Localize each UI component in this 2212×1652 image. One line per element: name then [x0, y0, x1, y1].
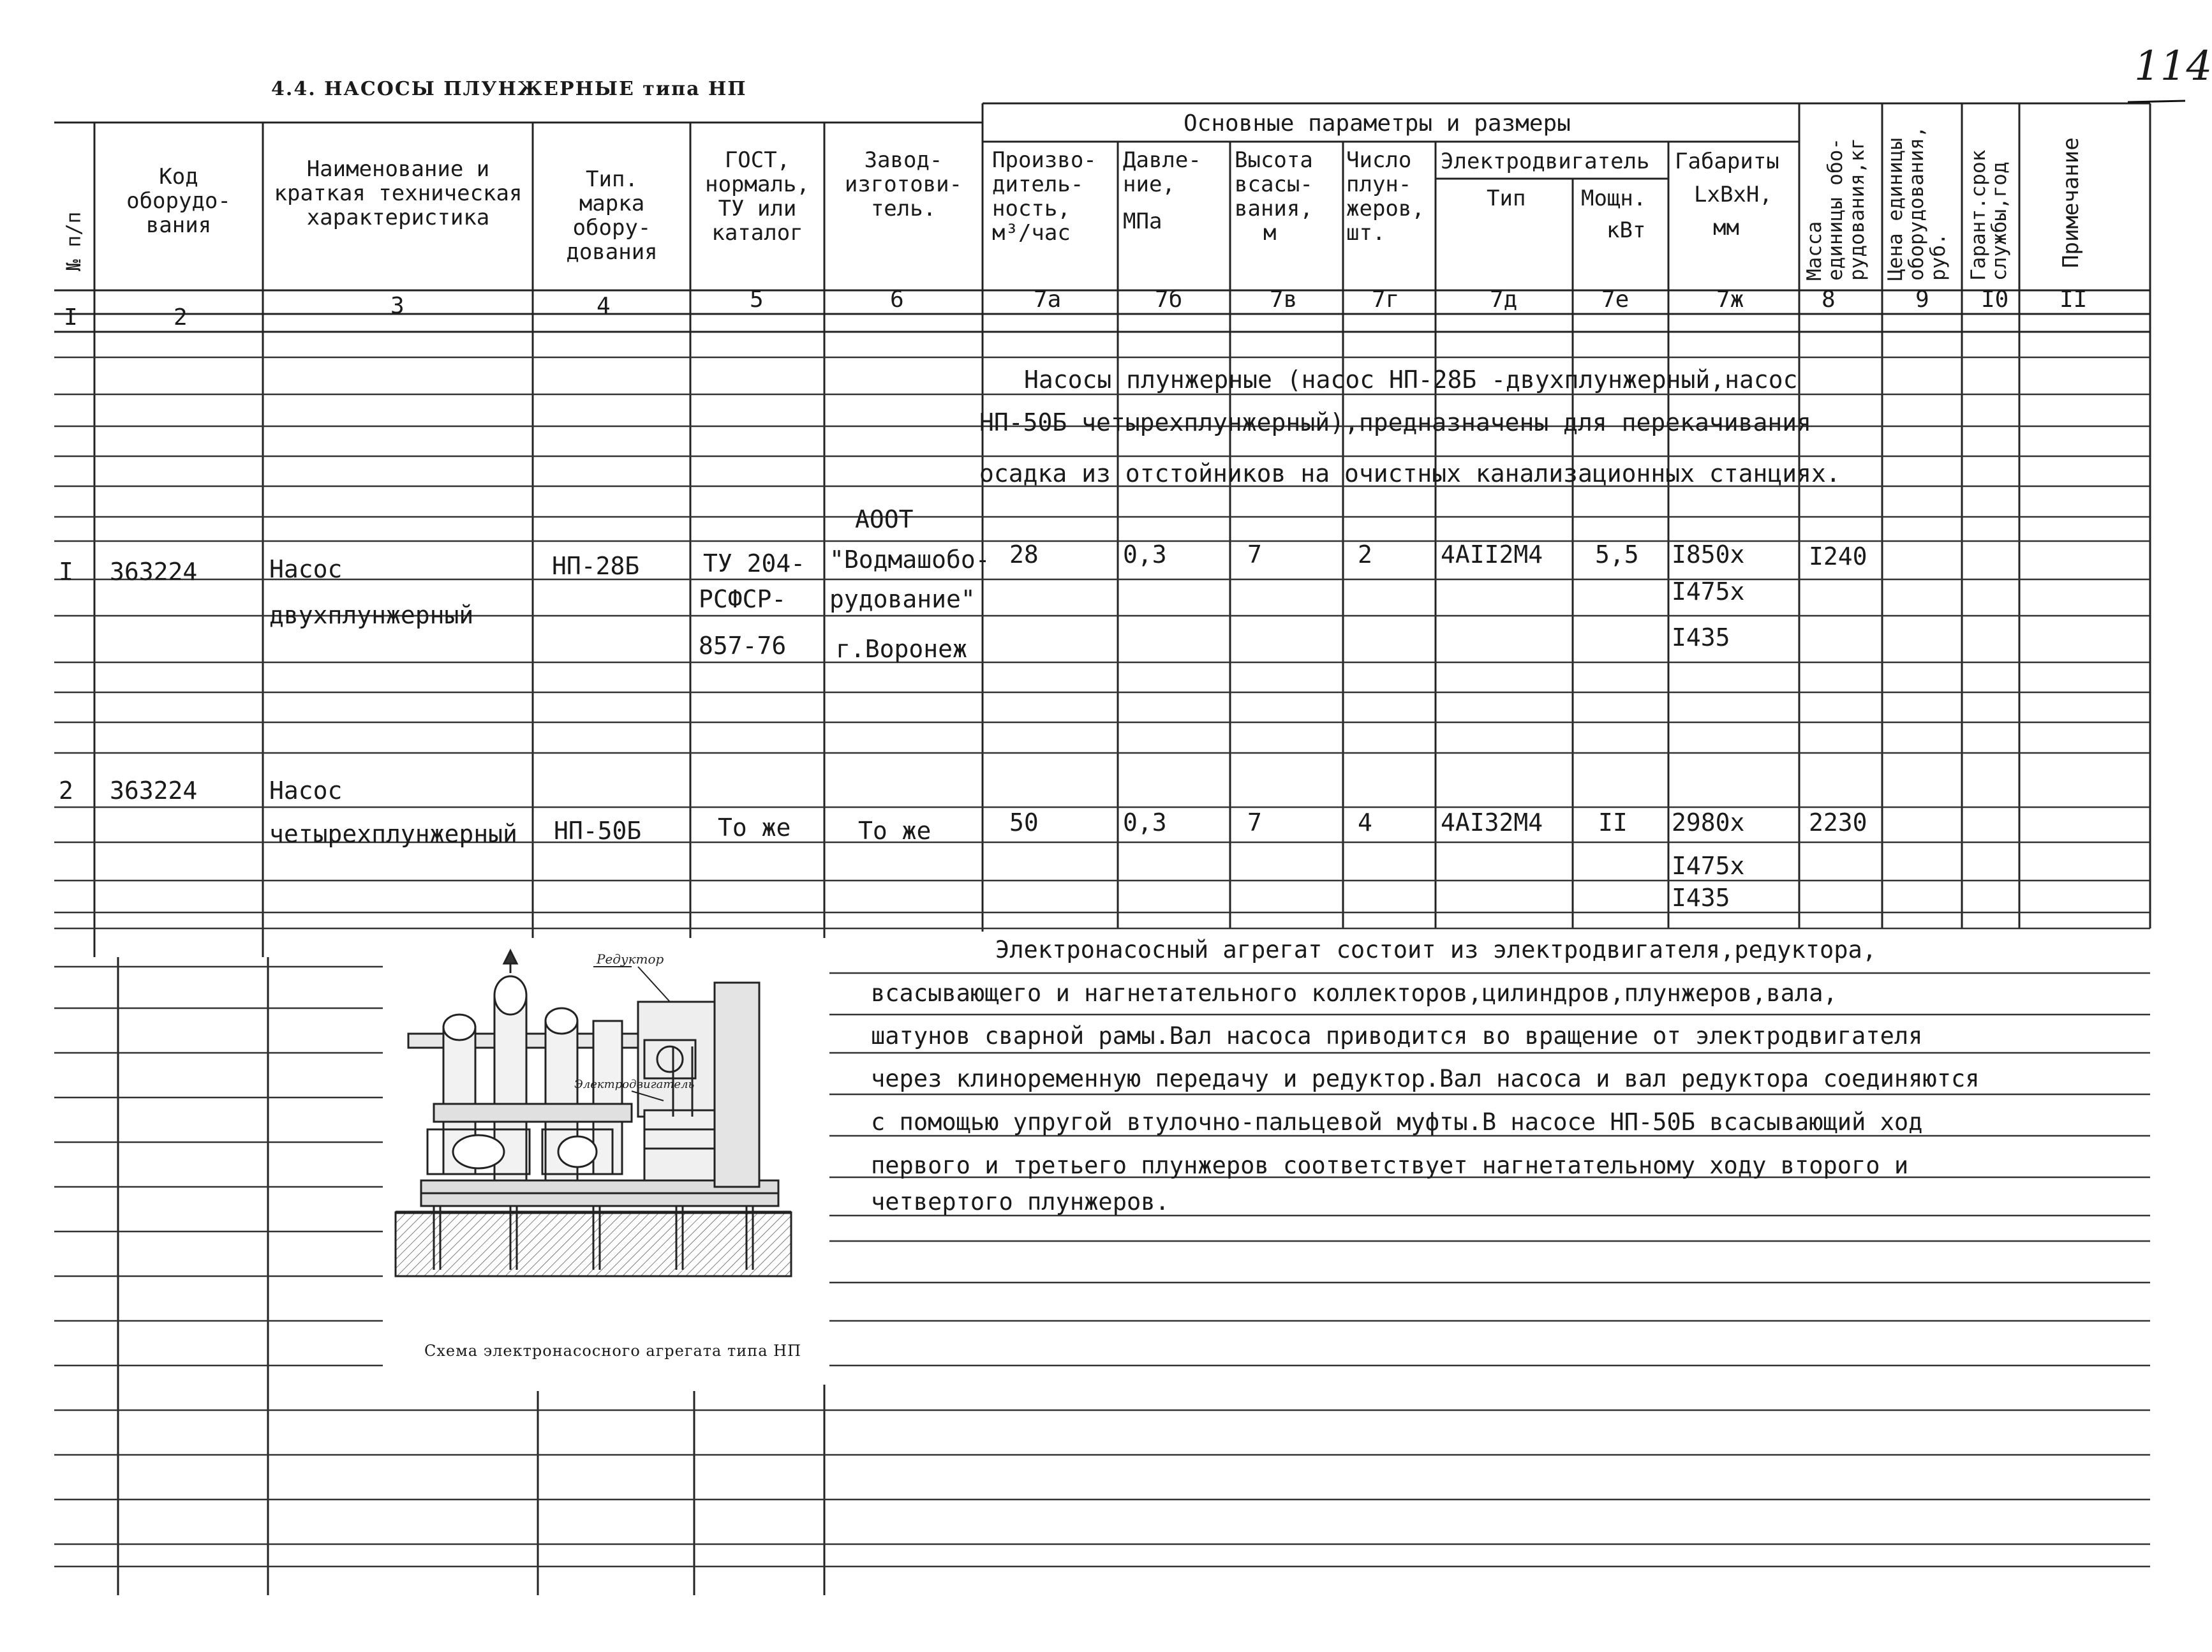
row2-code: 363224 — [110, 777, 198, 805]
figure-label-motor: Электродвигатель — [574, 1078, 695, 1091]
intro-line-2: НП-50Б четырехплунжерный),предназначены для перекачивания — [979, 408, 1812, 436]
colnum-10: I0 — [1981, 286, 2009, 313]
row2-dims-1: 2980x — [1672, 808, 1745, 837]
row2-mass: 2230 — [1809, 808, 1867, 837]
row2-num: 2 — [59, 777, 73, 805]
colnum-1: I — [64, 304, 78, 331]
row1-type: НП-28Б — [552, 552, 640, 580]
row1-num: I — [59, 558, 73, 586]
header-code: Код оборудо- вания — [126, 164, 231, 239]
header-plungers: Число плун- жеров, шт. — [1346, 147, 1425, 246]
row1-gost-2: РСФСР- — [699, 585, 787, 613]
header-mass: Масса единицы обо- рудования,кг — [1803, 138, 1869, 281]
row1-code: 363224 — [110, 558, 198, 586]
header-gost: ГОСТ, нормаль, ТУ или каталог — [705, 147, 810, 246]
row1-maker-3: рудование" — [829, 585, 976, 613]
description-line-3: шатунов сварной рамы.Вал насоса приводится во вращение от электродвигателя — [871, 1022, 1923, 1050]
row2-pressure: 0,3 — [1123, 808, 1167, 837]
row2-type: НП-50Б — [554, 817, 642, 845]
pump-schematic-drawing — [383, 938, 829, 1321]
section-title: 4.4. НАСОСЫ ПЛУНЖЕРНЫЕ типа НП — [271, 78, 747, 100]
row1-capacity: 28 — [1009, 540, 1039, 569]
row1-name-2: двухплунжерный — [269, 601, 474, 629]
row1-dims-2: I475x — [1672, 577, 1745, 606]
row1-maker-2: "Водмашобо- — [829, 546, 990, 574]
header-motor-type: Тип — [1487, 186, 1526, 211]
colnum-7v: 7в — [1270, 286, 1298, 313]
colnum-7d: 7д — [1490, 286, 1518, 313]
colnum-11: II — [2060, 286, 2088, 313]
header-motor: Электродвигатель — [1441, 149, 1650, 174]
row1-pressure: 0,3 — [1123, 540, 1167, 569]
header-suction: Высота всасы- вания, м — [1235, 147, 1313, 246]
row1-motor-type: 4АII2М4 — [1441, 540, 1543, 569]
header-warranty: Гарант.срок службы,год — [1967, 149, 2012, 281]
header-name: Наименование и краткая техническая характеристика — [274, 156, 523, 231]
row2-capacity: 50 — [1009, 808, 1039, 837]
colnum-7zh: 7ж — [1716, 286, 1744, 313]
colnum-7g: 7г — [1372, 286, 1400, 313]
row1-gost-3: 857-76 — [699, 632, 787, 660]
description-line-7: четвертого плунжеров. — [871, 1188, 1169, 1216]
colnum-5: 5 — [750, 286, 764, 313]
colnum-3: 3 — [390, 293, 405, 319]
header-dims: Габариты LxBxH, мм — [1675, 149, 1779, 241]
row1-motor-power: 5,5 — [1595, 540, 1639, 569]
row2-name-1: Насос — [269, 777, 343, 805]
colnum-7b: 7б — [1155, 286, 1183, 313]
header-type: Тип. марка обору- дования — [566, 167, 658, 265]
pump-schematic-figure — [383, 938, 829, 1385]
row1-name-1: Насос — [269, 555, 343, 583]
header-price: Цена единицы оборудования, руб. — [1884, 126, 1950, 281]
row1-dims-3: I435 — [1672, 623, 1730, 651]
row1-suction: 7 — [1247, 540, 1262, 569]
row2-motor-type: 4АI32М4 — [1441, 808, 1543, 837]
row2-dims-2: I475x — [1672, 852, 1745, 880]
colnum-9: 9 — [1915, 286, 1929, 313]
row2-motor-power: II — [1598, 808, 1628, 837]
intro-line-1: Насосы плунжерные (насос НП-28Б -двухплунжерный,насос — [1024, 366, 1798, 394]
colnum-4: 4 — [597, 293, 611, 319]
description-line-4: через клиноременную передачу и редуктор.Вал насоса и вал редуктора соединяются — [871, 1065, 1980, 1092]
row2-gost: То же — [718, 814, 791, 842]
header-motor-power: Мощн. кВт — [1581, 186, 1647, 244]
row1-dims-1: I850x — [1672, 540, 1745, 569]
colnum-2: 2 — [174, 304, 188, 331]
colnum-6: 6 — [890, 286, 904, 313]
description-line-6: первого и третьего плунжеров соответствует нагнетательному ходу второго и — [871, 1152, 1909, 1179]
row1-maker-4: г.Воронеж — [836, 635, 967, 663]
row2-name-2: четырехплунжерный — [269, 820, 517, 848]
colnum-7a: 7а — [1034, 286, 1062, 313]
row2-maker: То же — [858, 817, 932, 845]
description-line-1: Электронасосный агрегат состоит из электродвигателя,редуктора, — [995, 936, 1877, 964]
row2-suction: 7 — [1247, 808, 1262, 837]
row1-plungers: 2 — [1358, 540, 1372, 569]
header-maker: Завод- изготови- тель. — [844, 147, 963, 222]
row1-maker-1: АООТ — [855, 505, 914, 533]
header-num: № п/п — [63, 211, 85, 271]
figure-caption: Схема электронасосного агрегата типа НП — [424, 1342, 802, 1360]
colnum-8: 8 — [1822, 286, 1836, 313]
header-group-params: Основные параметры и размеры — [1184, 110, 1571, 137]
row1-mass: I240 — [1809, 542, 1867, 570]
header-note: Примечание — [2058, 137, 2084, 268]
description-line-2: всасывающего и нагнетательного коллекторов,цилиндров,плунжеров,вала, — [871, 979, 1837, 1007]
header-capacity: Произво- дитель- ность, м³/час — [992, 147, 1097, 246]
row2-dims-3: I435 — [1672, 884, 1730, 912]
description-line-5: с помощью упругой втулочно-пальцевой муфты.В насосе НП-50Б всасывающий ход — [871, 1108, 1923, 1136]
figure-label-reducer: Редуктор — [597, 951, 664, 967]
intro-line-3: осадка из отстойников на очистных канализационных станциях. — [979, 459, 1841, 487]
row2-plungers: 4 — [1358, 808, 1372, 837]
colnum-7e: 7е — [1601, 286, 1629, 313]
page-number: 114 — [2134, 43, 2212, 90]
header-pressure: Давле- ние, МПа — [1123, 147, 1201, 235]
row1-gost-1: ТУ 204- — [703, 549, 806, 577]
